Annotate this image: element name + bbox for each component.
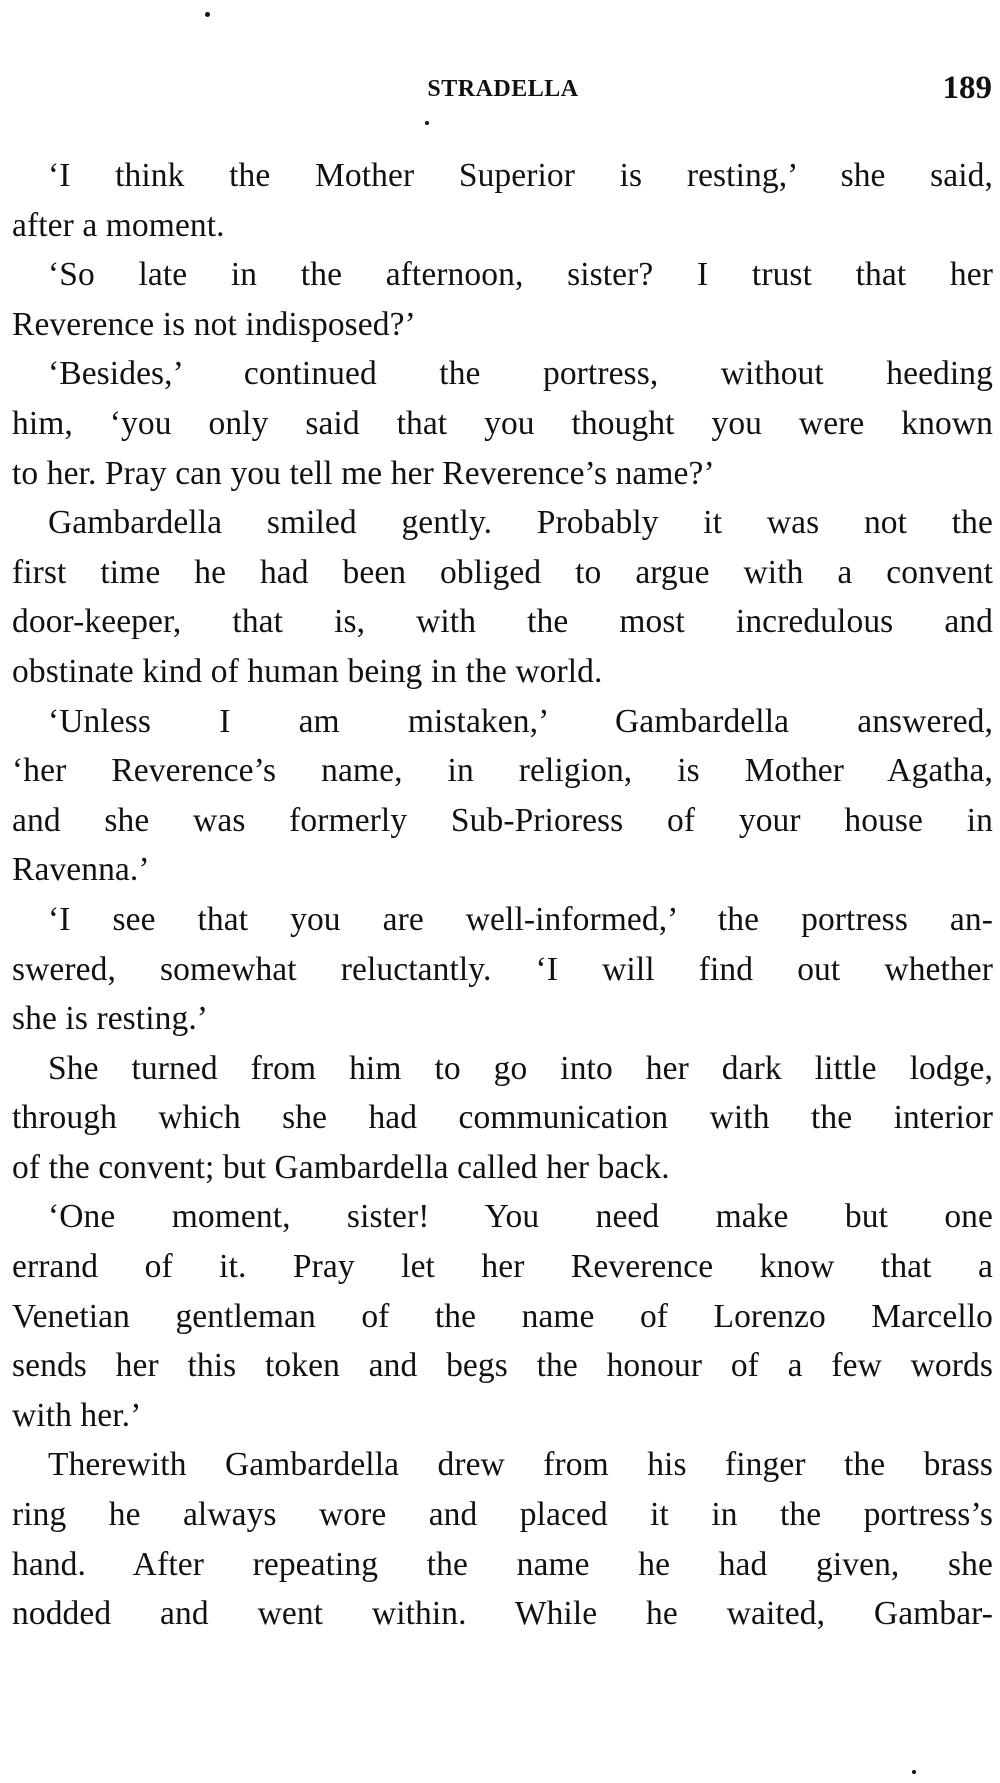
text-line: Therewith Gambardella drew from his finger the brass: [48, 1446, 993, 1484]
text-line: ‘I think the Mother Superior is resting,’ she said,: [48, 157, 993, 194]
text-line: Venetian gentleman of the name of Lorenzo Marcello: [12, 1297, 993, 1335]
text-line: errand of it. Pray let her Reverence know that a: [12, 1248, 993, 1286]
text-line: door-keeper, that is, with the most incredulous and: [12, 603, 993, 641]
running-title: STRADELLA: [427, 76, 579, 102]
ink-speck: [912, 1770, 916, 1774]
text-line: Reverence is not indisposed?’: [12, 305, 416, 343]
text-line: Gambardella smiled gently. Probably it was not the: [48, 504, 993, 542]
text-line: after a moment.: [12, 206, 225, 244]
text-line: ‘One moment, sister! You need make but one: [48, 1198, 993, 1236]
ink-speck: [205, 12, 210, 17]
text-line: of the convent; but Gambardella called her back.: [12, 1148, 670, 1186]
text-line: with her.’: [12, 1396, 142, 1434]
text-line: first time he had been obliged to argue with a convent: [12, 553, 993, 591]
text-line: nodded and went within. While he waited, Gambar-: [12, 1595, 993, 1633]
text-line: sends her this token and begs the honour of a few words: [12, 1347, 993, 1385]
text-line: swered, somewhat reluctantly. ‘I will find out whether: [12, 950, 993, 988]
page-number: 189: [942, 70, 992, 106]
text-line: ‘Besides,’ continued the portress, without heeding: [48, 355, 993, 393]
running-head: [14, 70, 992, 110]
ink-speck: [425, 121, 429, 125]
text-line: ‘Unless I am mistaken,’ Gambardella answered,: [48, 702, 993, 740]
text-line: She turned from him to go into her dark little lodge,: [48, 1049, 993, 1087]
text-line: Ravenna.’: [12, 851, 150, 889]
text-line: she is resting.’: [12, 1000, 209, 1038]
text-line: through which she had communication with the interior: [12, 1099, 993, 1137]
text-line: ‘So late in the afternoon, sister? I trust that her: [48, 256, 993, 294]
text-line: ‘I see that you are well-informed,’ the portress an-: [48, 900, 993, 938]
text-line: to her. Pray can you tell me her Reverence’s name?’: [12, 454, 715, 492]
text-line: and she was formerly Sub-Prioress of your house in: [12, 801, 993, 839]
text-line: hand. After repeating the name he had given, she: [12, 1545, 993, 1583]
text-line: ring he always wore and placed it in the portress’s: [12, 1496, 993, 1534]
body-text: [12, 151, 993, 1639]
text-line: him, ‘you only said that you thought you were known: [12, 404, 993, 442]
text-line: ‘her Reverence’s name, in religion, is Mother Agatha,: [12, 752, 993, 790]
text-line: obstinate kind of human being in the world.: [12, 652, 603, 690]
